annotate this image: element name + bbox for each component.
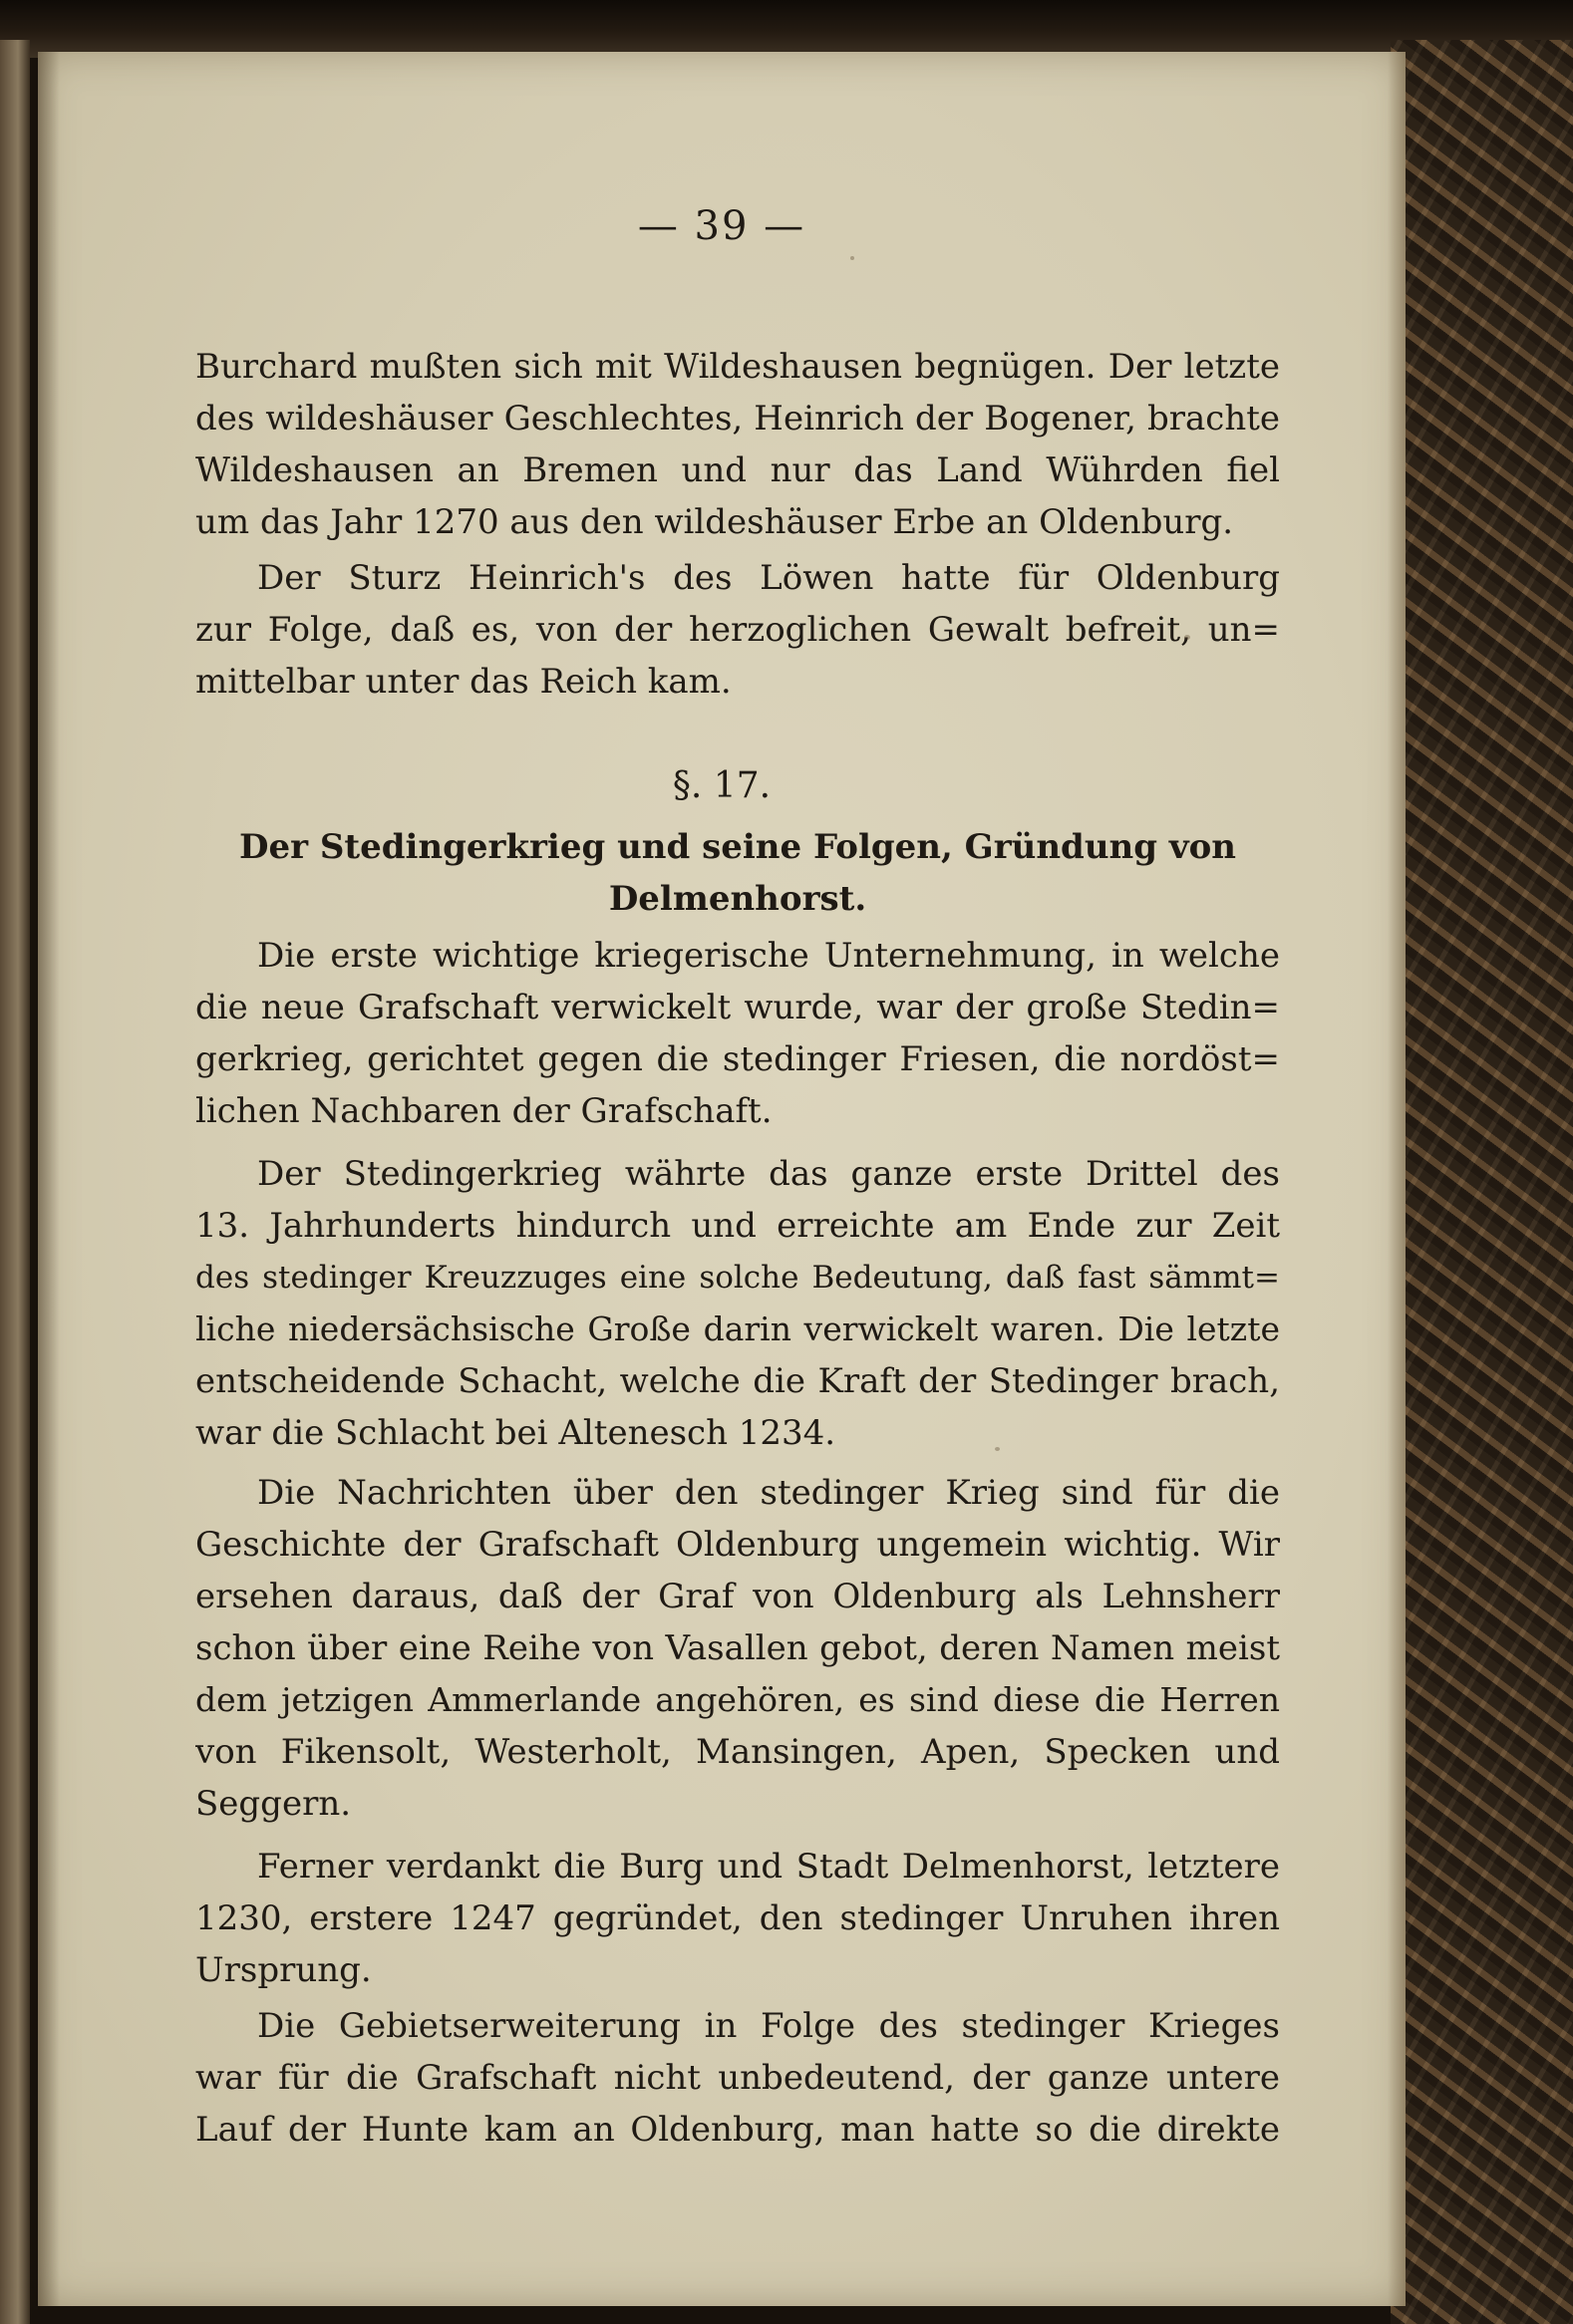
- paper-speck: [1184, 635, 1190, 640]
- text-line: gerkrieg, gerichtet gegen die stedinger Friesen, die nordöst=: [195, 1039, 1280, 1079]
- section-heading-line: Delmenhorst.: [608, 879, 867, 919]
- gutter-shadow: [38, 52, 60, 2306]
- text-line: war die Schlacht bei Altenesch 1234.: [195, 1413, 836, 1453]
- marbled-cover-board: [1391, 40, 1573, 2324]
- paragraph: [195, 2000, 1280, 2156]
- text-line: dem jetzigen Ammerlande angehören, es sind diese die Herren: [195, 1680, 1280, 1719]
- paragraph: [195, 1841, 1280, 1996]
- facing-page-edge: [0, 40, 30, 2324]
- paragraph: [195, 930, 1280, 1137]
- text-line: von Fikensolt, Westerholt, Mansingen, Apen, Specken und: [195, 1732, 1280, 1772]
- text-line: war für die Grafschaft nicht unbedeutend, der ganze untere: [195, 2058, 1280, 2098]
- text-line: ersehen daraus, daß der Graf von Oldenburg als Lehnsherr: [195, 1577, 1280, 1616]
- text-line: Die Gebietserweiterung in Folge des stedinger Krieges: [257, 2006, 1280, 2046]
- text-line: Die Nachrichten über den stedinger Krieg sind für die: [257, 1473, 1280, 1513]
- text-line: Die erste wichtige kriegerische Unternehmung, in welche: [257, 936, 1280, 976]
- text-line: 1230, erstere 1247 gegründet, den stedinger Unruhen ihren: [195, 1898, 1280, 1938]
- text-line: Lauf der Hunte kam an Oldenburg, man hatte so die direkte: [195, 2110, 1280, 2150]
- text-line: um das Jahr 1270 aus den wildeshäuser Erbe an Oldenburg.: [195, 502, 1234, 542]
- paper-speck: [850, 256, 854, 260]
- text-line: Burchard mußten sich mit Wildeshausen begnügen. Der letzte: [195, 347, 1280, 387]
- paragraph: [195, 341, 1280, 548]
- section-heading: [195, 821, 1280, 925]
- text-line: schon über eine Reihe von Vasallen gebot, deren Namen meist: [195, 1628, 1280, 1668]
- paragraph: [195, 1148, 1280, 1459]
- section-heading-line: Der Stedingerkrieg und seine Folgen, Gründung von: [238, 827, 1237, 867]
- section-number: §. 17.: [672, 765, 772, 806]
- page-edge: [1388, 52, 1406, 2306]
- text-line: Seggern.: [195, 1784, 352, 1824]
- text-line: entscheidende Schacht, welche die Kraft der Stedinger brach,: [195, 1361, 1280, 1401]
- text-line: Ursprung.: [195, 1950, 372, 1990]
- book-page: [38, 52, 1406, 2306]
- text-line: des stedinger Kreuzzuges eine solche Bedeutung, daß fast sämmt=: [195, 1260, 1280, 1296]
- text-line: die neue Grafschaft verwickelt wurde, war der große Stedin=: [195, 988, 1280, 1027]
- text-line: zur Folge, daß es, von der herzoglichen Gewalt befreit, un=: [195, 610, 1280, 650]
- text-line: mittelbar unter das Reich kam.: [195, 662, 732, 702]
- paragraph: [195, 1467, 1280, 1830]
- text-line: lichen Nachbaren der Grafschaft.: [195, 1091, 773, 1131]
- top-edge: [0, 0, 1573, 58]
- text-line: Der Sturz Heinrich's des Löwen hatte für Oldenburg: [257, 558, 1280, 598]
- text-line: des wildeshäuser Geschlechtes, Heinrich der Bogener, brachte: [195, 399, 1280, 438]
- paragraph: [195, 552, 1280, 708]
- text-line: Wildeshausen an Bremen und nur das Land Wührden fiel: [195, 450, 1280, 490]
- text-line: Geschichte der Grafschaft Oldenburg ungemein wichtig. Wir: [195, 1525, 1280, 1565]
- text-line: liche niedersächsische Große darin verwickelt waren. Die letzte: [195, 1309, 1280, 1348]
- paper-speck: [995, 1447, 1000, 1451]
- page-number: — 39 —: [637, 203, 806, 249]
- text-line: Ferner verdankt die Burg und Stadt Delmenhorst, letztere: [257, 1847, 1280, 1887]
- text-line: 13. Jahrhunderts hindurch und erreichte am Ende zur Zeit: [195, 1206, 1280, 1246]
- text-line: Der Stedingerkrieg währte das ganze erste Drittel des: [257, 1154, 1280, 1194]
